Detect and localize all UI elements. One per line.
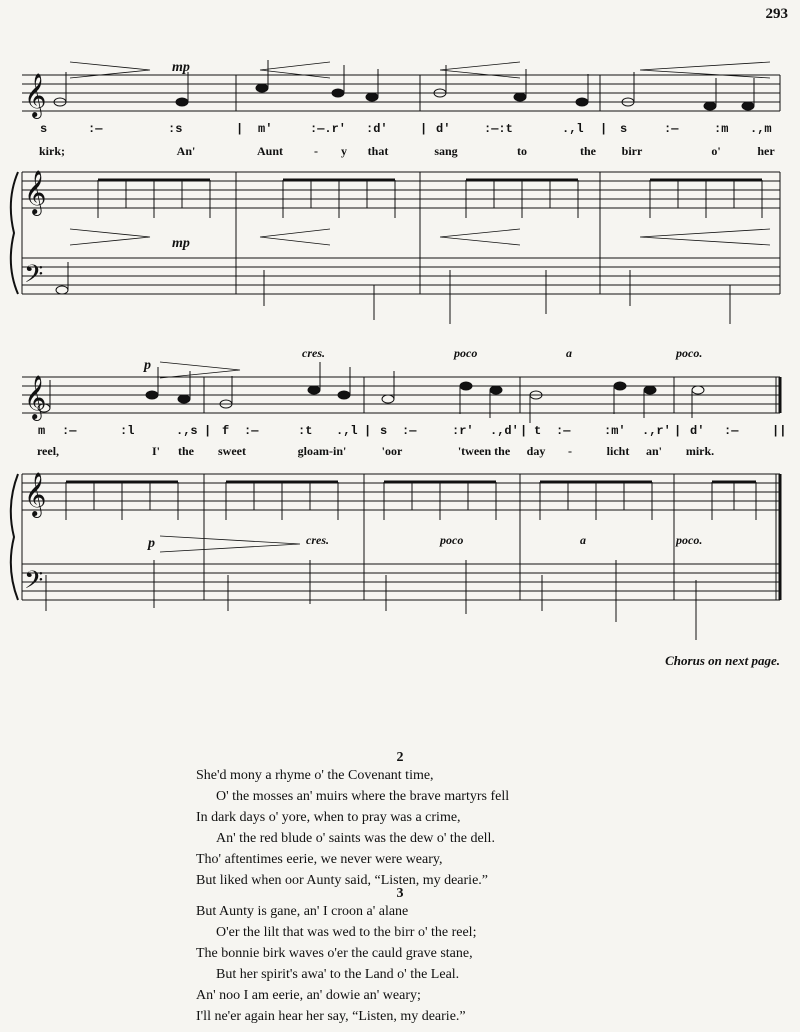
treble-clef-icon: 𝄞: [24, 472, 47, 516]
solfa-note: .,l: [562, 122, 584, 136]
lyric-word: mirk.: [685, 444, 715, 458]
verse-line: I'll ne'er again hear her say, “Listen, my dearie.”: [196, 1009, 466, 1024]
dynamic-p-piano: p: [148, 536, 155, 551]
verse-number: 2: [396, 750, 404, 765]
solfa-note: .,s: [176, 424, 198, 438]
expression-cres: cres.: [306, 533, 329, 547]
lyric-word: that: [367, 144, 389, 158]
lyric-hyphen: -: [314, 144, 318, 158]
lyric-word: her: [757, 144, 775, 158]
lyric-word: I': [151, 444, 161, 458]
bass-clef-icon: 𝄢: [24, 260, 44, 295]
expression-cres: cres.: [302, 346, 325, 360]
lyric-word: an': [645, 444, 663, 458]
lyric-word: to: [517, 144, 527, 158]
lyric-word: the: [580, 144, 596, 158]
solfa-note: s: [380, 424, 388, 438]
lyric-word: 'oor: [381, 444, 403, 458]
page-number: 293: [765, 6, 788, 22]
lyric-word: licht: [606, 444, 630, 458]
expression-poco: poco.: [676, 533, 703, 547]
expression-poco: poco: [440, 533, 464, 547]
solfa-note: :—: [664, 122, 679, 136]
verse-number: 3: [396, 886, 404, 901]
verse-line: O'er the lilt that was wed to the birr o' the reel;: [216, 925, 477, 940]
solfa-note: .,r': [642, 424, 671, 438]
solfa-bar: |: [674, 424, 682, 438]
lyric-word: sang: [434, 144, 458, 158]
solfa-note: :—: [244, 424, 259, 438]
solfa-note: :t: [298, 424, 313, 438]
solfa-final-bar: ||: [772, 424, 787, 438]
expression-a: a: [580, 533, 586, 547]
solfa-bar: |: [420, 122, 428, 136]
lyric-word: day: [526, 444, 546, 458]
staff-voice-1: [22, 75, 780, 111]
expression-poco: poco: [454, 346, 478, 360]
lyric-word: sweet: [218, 444, 246, 458]
treble-clef-icon: 𝄞: [24, 170, 47, 214]
staff-piano-bass-1: [22, 258, 780, 294]
solfa-note: :s: [168, 122, 183, 136]
lyric-word: An': [176, 144, 196, 158]
solfa-note: m: [38, 424, 46, 438]
piano-bass-notes-1: [56, 262, 730, 324]
solfa-bar: |: [204, 424, 212, 438]
dynamic-mp-piano: mp: [172, 236, 190, 251]
verse-line: In dark days o' yore, when to pray was a crime,: [196, 810, 461, 825]
solfa-note: :—: [556, 424, 571, 438]
lyric-word: o': [711, 144, 721, 158]
verse-line: Tho' aftentimes eerie, we never were weary,: [196, 852, 443, 867]
verse-line: But liked when oor Aunty said, “Listen, my dearie.”: [196, 873, 488, 888]
solfa-note: s: [620, 122, 628, 136]
staff-piano-bass-2: [22, 564, 780, 600]
solfa-note: t: [534, 424, 542, 438]
solfa-note: :—: [62, 424, 77, 438]
dynamic-p-voice: p: [144, 358, 151, 373]
verse-line: She'd mony a rhyme o' the Covenant time,: [196, 768, 434, 783]
dynamic-mp-voice: mp: [172, 60, 190, 75]
solfa-note: :m': [604, 424, 626, 438]
solfa-note: :r': [452, 424, 474, 438]
lyric-word: the: [178, 444, 194, 458]
treble-clef-icon: 𝄞: [24, 73, 47, 117]
verse-line: An' noo I am eerie, an' dowie an' weary;: [196, 988, 421, 1003]
lyric-word: y: [341, 144, 347, 158]
lyric-word: kirk;: [38, 144, 66, 158]
staff-piano-treble-2: [22, 474, 780, 510]
expression-poco: poco.: [676, 346, 703, 360]
solfa-note: d': [690, 424, 705, 438]
solfa-bar: |: [520, 424, 528, 438]
solfa-note: d': [436, 122, 451, 136]
solfa-note: :d': [366, 122, 388, 136]
solfa-note: .,l: [336, 424, 358, 438]
solfa-bar: |: [364, 424, 372, 438]
lyric-hyphen: -: [568, 444, 572, 458]
verse-line: But her spirit's awa' to the Land o' the Leal.: [216, 967, 460, 982]
staff-voice-2: [22, 377, 780, 413]
solfa-note: m': [258, 122, 273, 136]
solfa-note: :m: [714, 122, 729, 136]
treble-clef-icon: 𝄞: [24, 375, 47, 419]
solfa-bar: |: [600, 122, 608, 136]
lyric-word: gloam-in': [297, 444, 347, 458]
lyric-word: reel,: [36, 444, 60, 458]
solfa-note: :—: [402, 424, 417, 438]
solfa-note: :—: [724, 424, 739, 438]
solfa-note: s: [40, 122, 48, 136]
lyric-word: 'tween the: [457, 444, 511, 458]
solfa-note: .,m: [750, 122, 772, 136]
solfa-note: :—.r': [310, 122, 347, 136]
solfa-bar: |: [236, 122, 244, 136]
lyric-word: birr: [621, 144, 643, 158]
chorus-note: Chorus on next page.: [665, 653, 780, 668]
verse-line: The bonnie birk waves o'er the cauld grave stane,: [196, 946, 473, 961]
staff-piano-treble-1: [22, 172, 780, 208]
solfa-note: :—: [88, 122, 103, 136]
verse-line: O' the mosses an' muirs where the brave martyrs fell: [216, 789, 510, 804]
lyric-word: Aunt: [256, 144, 284, 158]
bass-clef-icon: 𝄢: [24, 566, 44, 601]
solfa-note: :l: [120, 424, 135, 438]
solfa-note: .,d': [490, 424, 519, 438]
expression-a: a: [566, 346, 572, 360]
solfa-note: f: [222, 424, 230, 438]
solfa-note: :—:t: [484, 122, 513, 136]
voice-notes-2: [38, 362, 704, 423]
verse-line: But Aunty is gane, an' I croon a' alane: [196, 904, 409, 919]
verse-line: An' the red blude o' saints was the dew o' the dell.: [216, 831, 495, 846]
